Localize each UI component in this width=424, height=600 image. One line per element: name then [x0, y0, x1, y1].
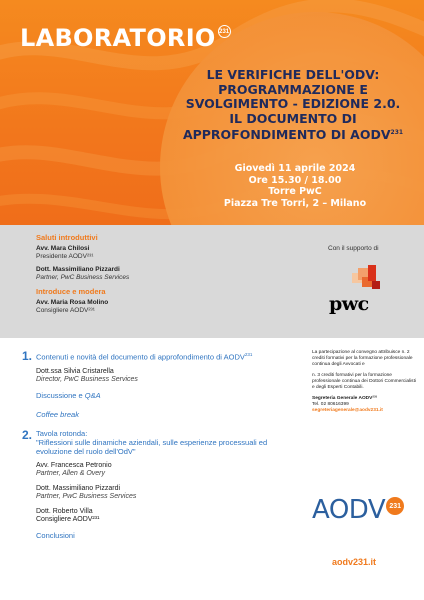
- logo-text: LABORATORIO: [20, 24, 216, 52]
- pwc-wordmark: pwc: [329, 293, 369, 315]
- title-line: IL DOCUMENTO DI: [229, 110, 357, 126]
- item-speaker: Dott. Massimiliano Pizzardi Partner, PwC Business Services: [36, 484, 137, 500]
- item-topic: Contenuti e novità del documento di approfondimento di AODV$^{231}$: [36, 352, 253, 362]
- welcome-speaker: Avv. Mara Chilosi Presidente AODV²³¹: [36, 245, 94, 260]
- title-line: SVOLGIMENTO - EDIZIONE 2.0.: [185, 96, 401, 111]
- secretary-label: Segreteria Generale AODV²³¹: [312, 396, 378, 401]
- item-topic: Tavola rotonda: "Riflessioni sulle dinamiche aziendali, sulle esperienze processuali ed evoluzione del ruolo dell'OdV": [36, 428, 268, 456]
- coffee-break: Coffee break: [36, 409, 79, 419]
- event-details: [200, 163, 390, 209]
- event-title: [178, 68, 408, 143]
- welcome-speaker: Dott. Massimiliano Pizzardi Partner, PwC Business Services: [36, 266, 130, 281]
- item-speaker: Avv. Francesca Petronio Partner, Allen & Overy: [36, 461, 112, 477]
- moderator-label: Introduce e modera: [36, 287, 106, 296]
- program-list: [22, 350, 282, 550]
- event-address: Piazza Tre Torri, 2 – Milano: [223, 197, 367, 209]
- event-time: Ore 15.30 / 18.00: [248, 174, 342, 186]
- item-number: 1.: [22, 349, 33, 363]
- info-column: [312, 350, 417, 414]
- event-venue: Torre PwC: [268, 186, 322, 197]
- email-link[interactable]: segreteriagenerale@aodv231.it: [312, 408, 383, 413]
- item-number: 2.: [22, 427, 33, 442]
- opening-section: [36, 233, 256, 320]
- logo-badge: 231: [218, 25, 231, 38]
- discussion: Discussione e Q&A: [36, 390, 101, 400]
- welcome-label: Saluti introduttivi: [36, 233, 98, 242]
- pwc-logo: [328, 265, 388, 320]
- credits-accountants: n. 3 crediti formativi per la formazione professionale continua dei Dottori Commercialisti e degli Esperti Contabili.: [312, 373, 416, 390]
- event-date: Giovedì 11 aprile 2024: [234, 163, 356, 174]
- aodv-logo: [312, 495, 404, 525]
- aodv-badge: 231: [386, 497, 404, 515]
- title-line: LE VERIFICHE DELL'ODV:: [206, 67, 380, 82]
- laboratorio-logo: [20, 24, 231, 52]
- aodv-wordmark: AODV: [312, 495, 386, 525]
- item-speaker: Dott. Roberto Villa Consigliere AODV²³¹: [36, 507, 100, 523]
- support-label: Con il supporto di: [328, 245, 379, 252]
- title-line: APPROFONDIMENTO DI AODV$^{231}$: [182, 127, 404, 143]
- website-link[interactable]: aodv231.it: [332, 557, 377, 567]
- conclusions: Conclusioni: [36, 530, 75, 540]
- phone-number: Tel. 02 80616399: [312, 402, 349, 407]
- title-line: PROGRAMMAZIONE E: [218, 81, 368, 97]
- item-speaker: Dott.ssa Silvia Cristarella Director, PwC Business Services: [36, 367, 138, 383]
- credits-lawyers: La partecipazione al convegno attribuisce n. 2 crediti formativi per la formazione professionale continua degli Avvocati e: [312, 350, 413, 367]
- program-item: [22, 350, 282, 419]
- hero-banner: [0, 0, 424, 230]
- program-item: [22, 429, 282, 540]
- moderator: Avv. Maria Rosa Molino Consigliere AODV²³¹: [36, 299, 109, 314]
